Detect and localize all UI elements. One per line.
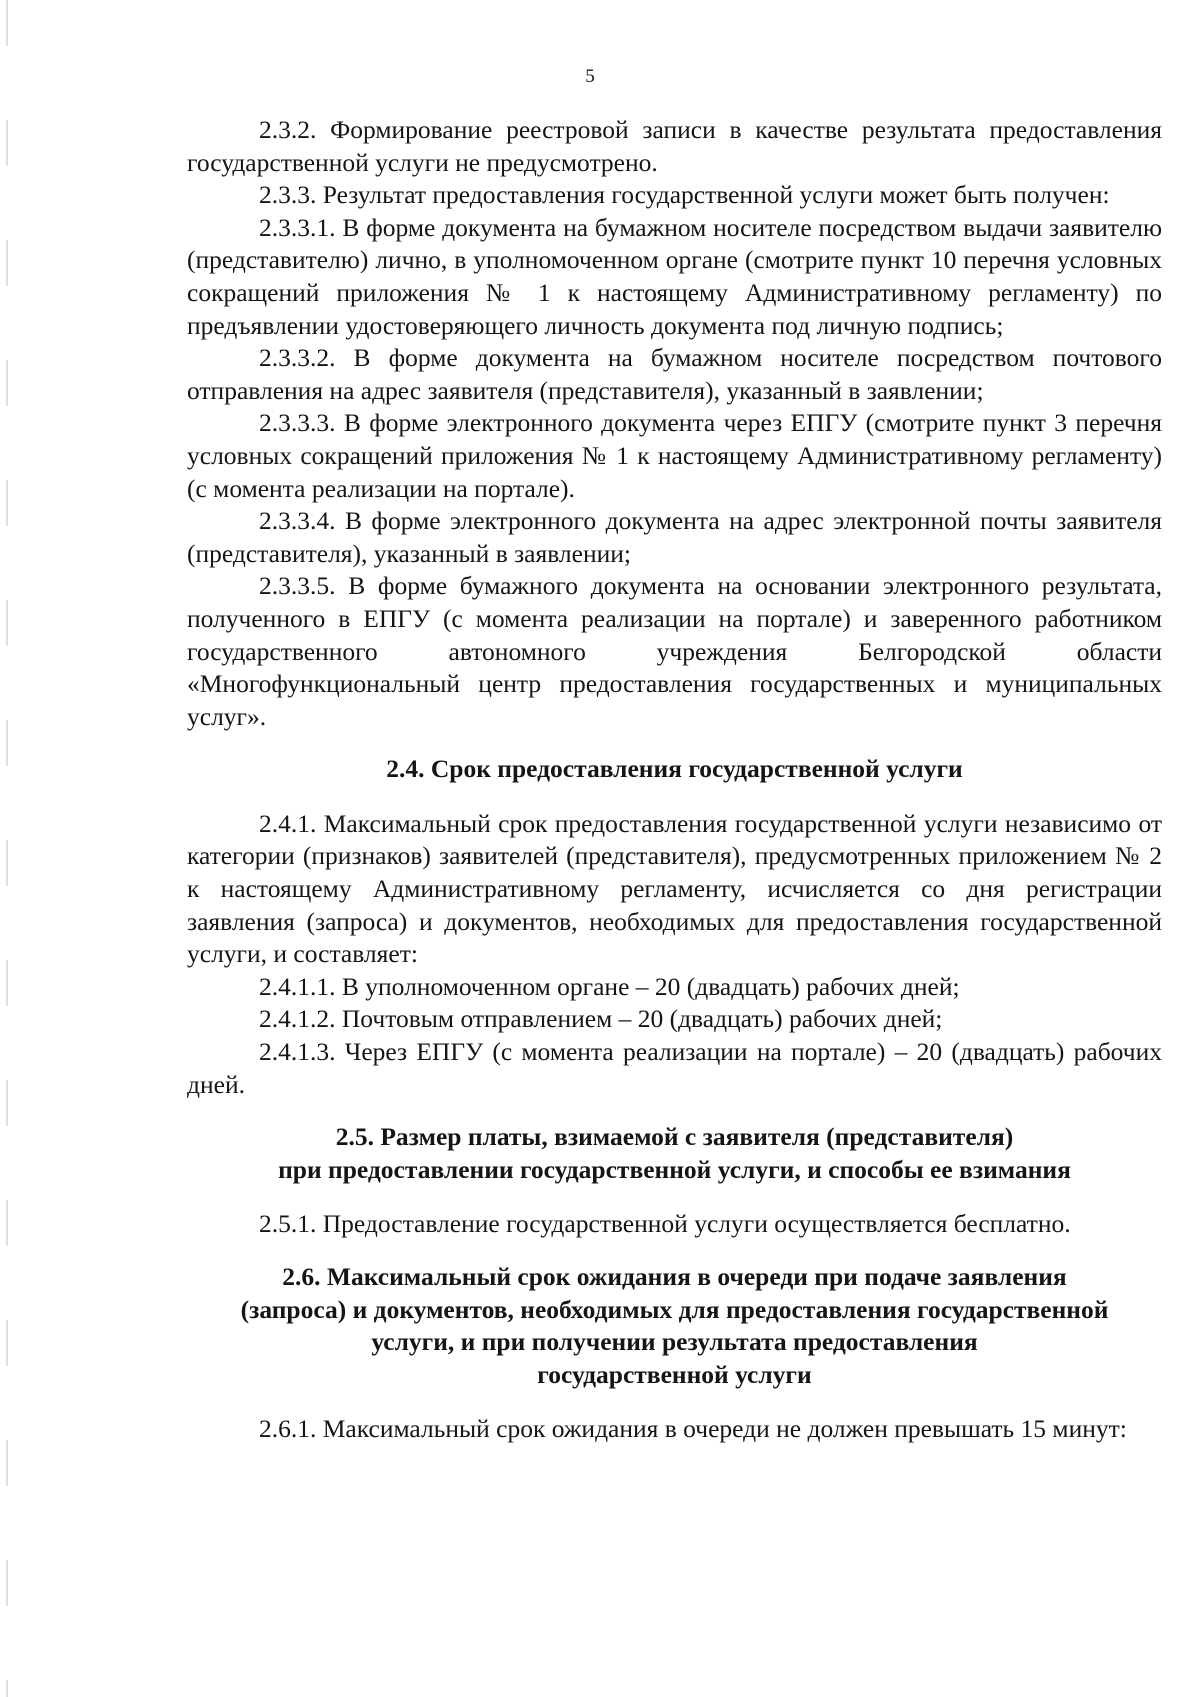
- scan-edge-mark: [6, 0, 8, 1697]
- paragraph-2-3-3-3: 2.3.3.3. В форме электронного документа через ЕПГУ (смотрите пункт 3 перечня условных сокращений приложения № 1 к настоящему Административному регламенту) (с момента реализации на портале).: [187, 408, 1162, 503]
- paragraph-2-6-1: 2.6.1. Максимальный срок ожидания в очереди не должен превышать 15 минут:: [259, 1414, 1127, 1444]
- page-number: 5: [585, 66, 595, 87]
- section-heading-2-6-line: 2.6. Максимальный срок ожидания в очереди при подаче заявления: [282, 1262, 1067, 1291]
- section-heading-2-5: [187, 1121, 1162, 1186]
- paragraph-2-3-3-2: 2.3.3.2. В форме документа на бумажном носителе посредством почтового отправления на адрес заявителя (представителя), указанный в заявлении;: [187, 343, 1162, 405]
- paragraph-2-4-1: 2.4.1. Максимальный срок предоставления государственной услуги независимо от категории (признаков) заявителей (представителя), предусмотренных приложением № 2 к настоящему Административному регламенту, исчисляется со дня регистрации заявления (запроса) и документов, необходимых для предоставления государственной услуги, и составляет:: [187, 808, 1162, 969]
- paragraph-2-4-1-1: 2.4.1.1. В уполномоченном органе – 20 (двадцать) рабочих дней;: [259, 971, 960, 1001]
- section-heading-2-6-line: услуги, и при получении результата предоставления: [371, 1327, 978, 1357]
- paragraph-2-3-3-5: 2.3.3.5. В форме бумажного документа на основании электронного результата, полученного в ЕПГУ (с момента реализации на портале) и заверенного работником государственного автономного учреждения Белгородской области «Многофункциональный центр предоставления государственных и муниципальных услуг».: [187, 571, 1162, 731]
- paragraph-2-3-2: 2.3.2. Формирование реестровой записи в качестве результата предоставления государственной услуги не предусмотрено.: [187, 115, 1162, 177]
- section-heading-2-6-line: (запроса) и документов, необходимых для предоставления государственной: [240, 1294, 1109, 1324]
- paragraph-2-3-3-4: 2.3.3.4. В форме электронного документа на адрес электронной почты заявителя (представителя), указанный в заявлении;: [187, 506, 1162, 568]
- section-heading-2-5-line: 2.5. Размер платы, взимаемой с заявителя (представителя): [335, 1122, 1014, 1152]
- paragraph-2-5-1: 2.5.1. Предоставление государственной услуги осуществляется бесплатно.: [259, 1209, 1071, 1239]
- section-heading-2-6: [187, 1261, 1162, 1391]
- paragraph-2-4-1-3: 2.4.1.3. Через ЕПГУ (с момента реализации на портале) – 20 (двадцать) рабочих дней.: [187, 1037, 1162, 1099]
- paragraph-2-3-3: 2.3.3. Результат предоставления государственной услуги может быть получен:: [259, 180, 1110, 210]
- paragraph-2-3-3-1: 2.3.3.1. В форме документа на бумажном носителе посредством выдачи заявителю (представителю) лично, в уполномоченном органе (смотрите пункт 10 перечня условных сокращений приложения № 1 к настоящему Административному регламенту) по предъявлении удостоверяющего личность документа под личную подпись;: [187, 212, 1162, 340]
- section-heading-2-5-line: при предоставлении государственной услуги, и способы ее взимания: [278, 1154, 1071, 1184]
- section-heading-2-4: 2.4. Срок предоставления государственной услуги: [386, 754, 963, 784]
- paragraph-2-4-1-2: 2.4.1.2. Почтовым отправлением – 20 (двадцать) рабочих дней;: [259, 1004, 943, 1034]
- document-body: [187, 114, 1162, 1446]
- section-heading-2-6-line: государственной услуги: [537, 1359, 812, 1389]
